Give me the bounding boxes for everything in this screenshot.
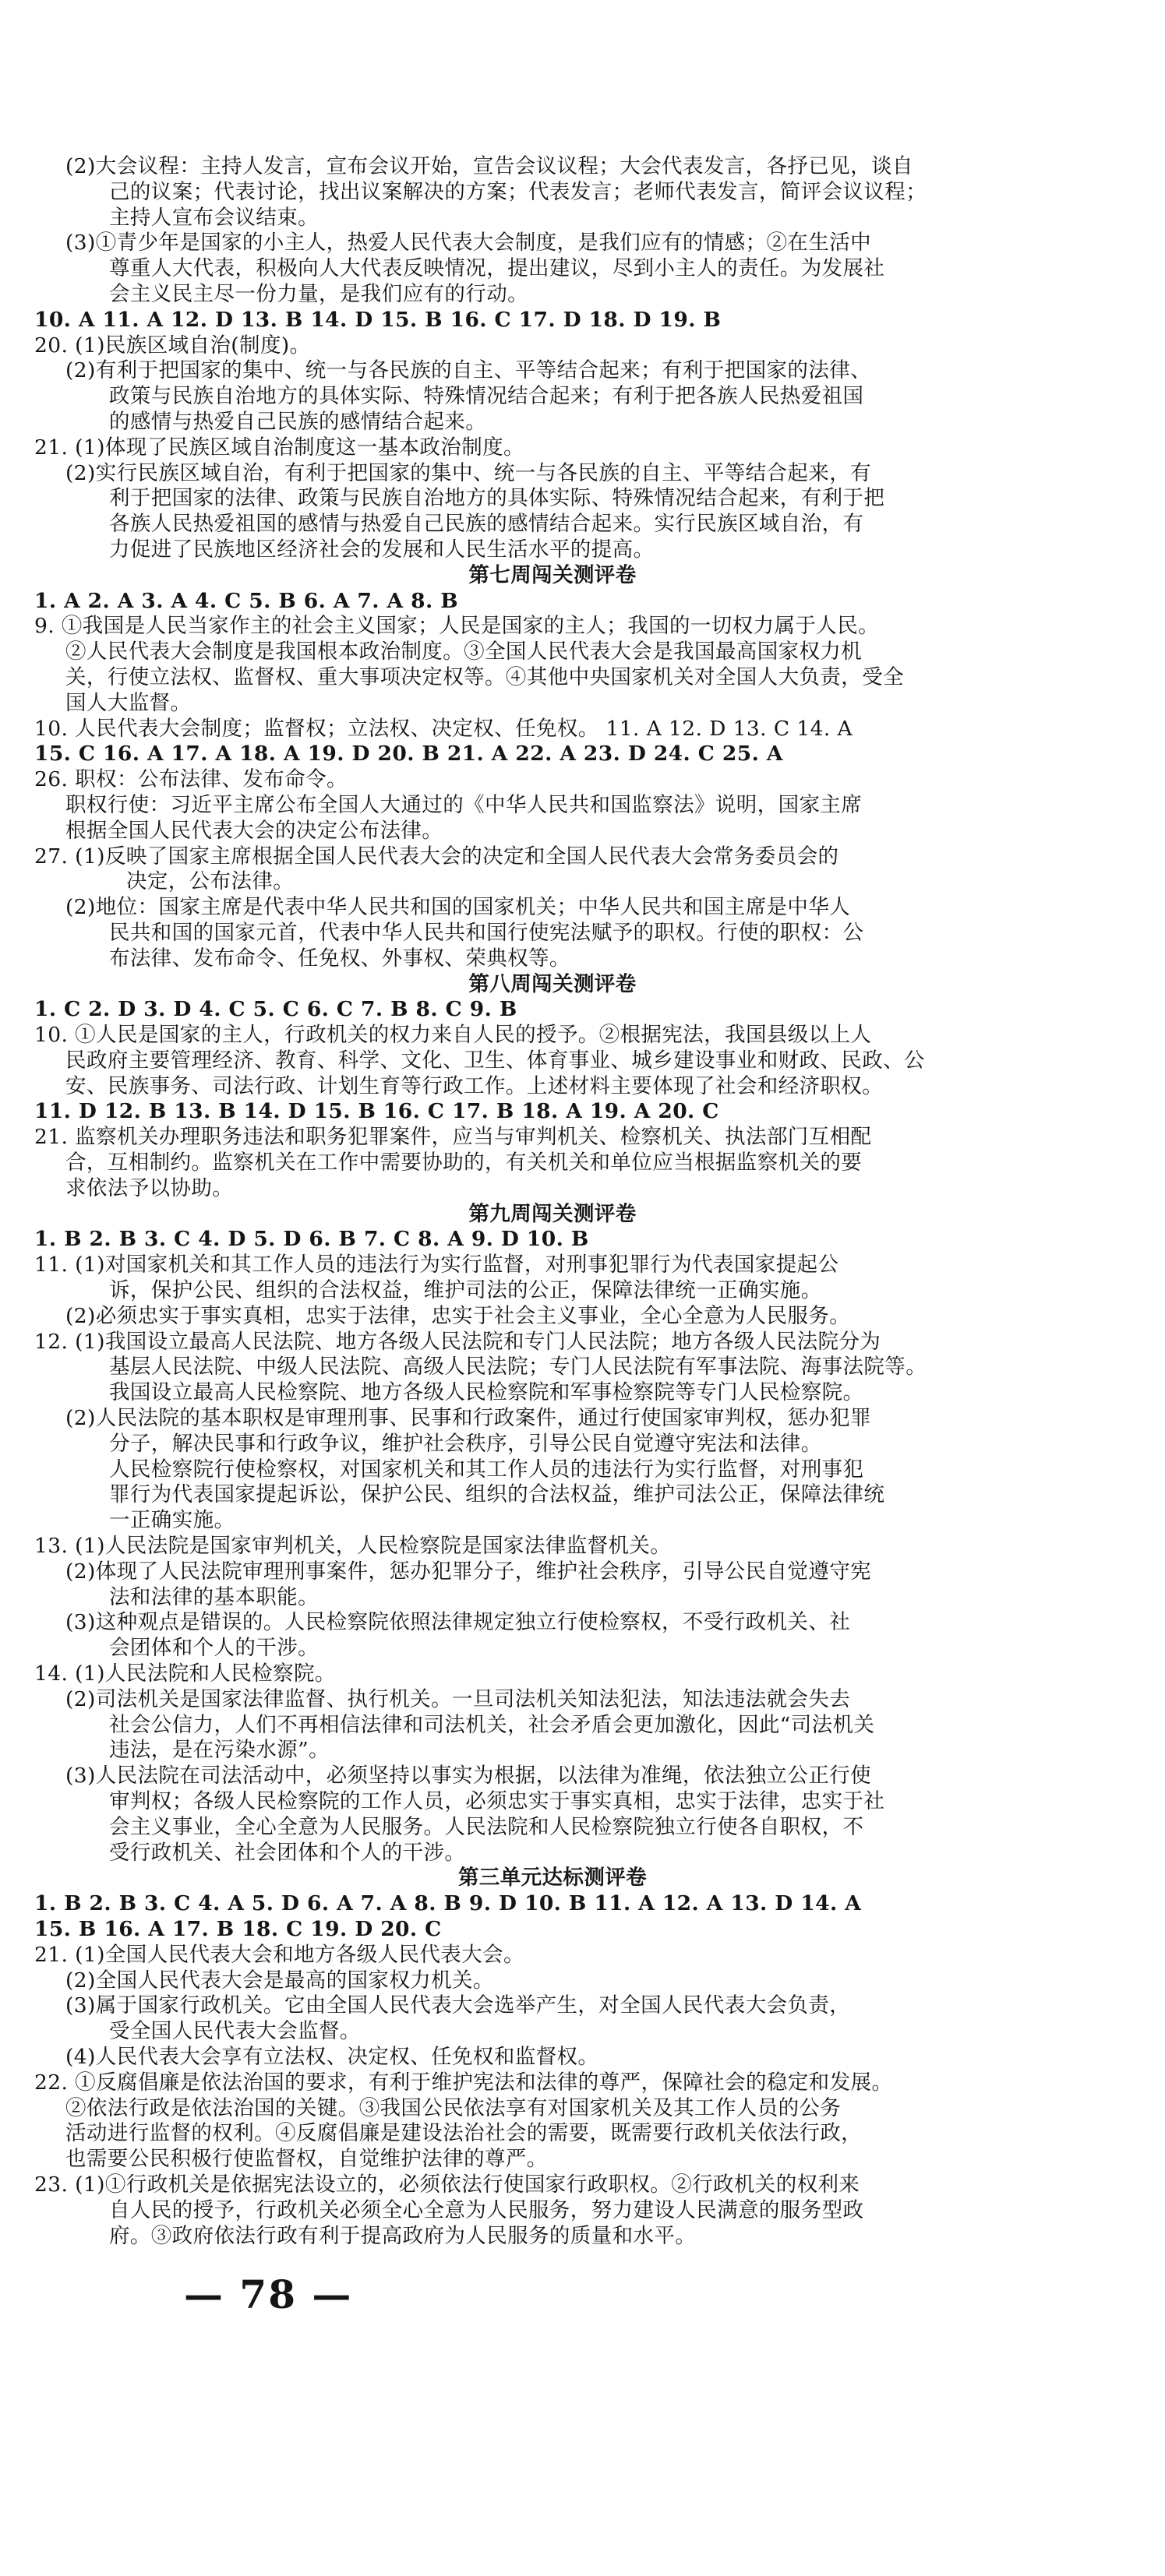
text-line: 罪行为代表国家提起诉讼，保护公民、组织的合法权益，维护司法公正，保障法律统: [109, 1482, 885, 1507]
text-line: 违法，是在污染水源”。: [109, 1738, 330, 1763]
text-line: (2)全国人民代表大会是最高的国家权力机关。: [65, 1968, 494, 1993]
text-line: 9. ①我国是人民当家作主的社会主义国家；人民是国家的主人；我国的一切权力属于人民。: [34, 614, 880, 639]
text-line: (3)属于国家行政机关。它由全国人民代表大会选举产生，对全国人民代表大会负责，: [65, 1993, 851, 2018]
text-line: (2)人民法院的基本职权是审理刑事、民事和行政案件，通过行使国家审判权，惩办犯罪: [65, 1406, 872, 1431]
text-line: 民共和国的国家元首，代表中华人民共和国行使宪法赋予的职权。行使的职权：公: [109, 920, 864, 945]
text-line: 21. (1)全国人民代表大会和地方各级人民代表大会。: [34, 1942, 524, 1967]
text-line: 己的议案；代表讨论，找出议案解决的方案；代表发言；老师代表发言，简评会议议程；: [109, 179, 927, 204]
text-line: 21. (1)体现了民族区域自治制度这一基本政治制度。: [34, 435, 524, 460]
text-line: 13. (1)人民法院是国家审判机关，人民检察院是国家法律监督机关。: [34, 1534, 672, 1559]
text-line: 15. C 16. A 17. A 18. A 19. D 20. B 21. A 22. A 23. D 24. C 25. A: [34, 742, 783, 766]
text-line: 15. B 16. A 17. B 18. C 19. D 20. C: [34, 1916, 442, 1941]
text-line: 我国设立最高人民检察院、地方各级人民检察院和军事检察院等专门人民检察院。: [109, 1380, 864, 1405]
text-line: 10. A 11. A 12. D 13. B 14. D 15. B 16. C 17. D 18. D 19. B: [34, 307, 722, 332]
text-line: 民政府主要管理经济、教育、科学、文化、卫生、体育事业、城乡建设事业和财政、民政、公: [65, 1048, 925, 1073]
text-line: 20. (1)民族区域自治(制度)。: [34, 333, 311, 358]
text-line: 23. (1)①行政机关是依据宪法设立的，必须依法行使国家行政职权。②行政机关的权利来: [34, 2172, 860, 2197]
text-line: (3)人民法院在司法活动中，必须坚持以事实为根据，以法律为准绳，依法独立公正行使: [65, 1764, 872, 1788]
section-heading: 第七周闯关测评卷: [468, 562, 637, 587]
text-line: 力促进了民族地区经济社会的发展和人民生活水平的提高。: [109, 537, 655, 562]
text-line: (2)有利于把国家的集中、统一与各民族的自主、平等结合起来；有利于把国家的法律、: [65, 358, 872, 383]
answer-key-page: [34, 154, 1024, 2249]
text-line: 安、民族事务、司法行政、计划生育等行政工作。上述材料主要体现了社会和经济职权。: [65, 1073, 884, 1098]
text-line: 的感情与热爱自己民族的感情结合起来。: [109, 409, 487, 434]
text-line: 社会公信力，人们不再相信法律和司法机关，社会矛盾会更加激化，因此“司法机关: [109, 1712, 875, 1737]
text-line: 11. D 12. B 13. B 14. D 15. B 16. C 17. B 18. A 19. A 20. C: [34, 1099, 719, 1124]
text-line: (2)大会议程：主持人发言，宣布会议开始，宣告会议议程；大会代表发言，各抒已见，谈自: [65, 154, 913, 178]
text-line: (2)地位：国家主席是代表中华人民共和国的国家机关；中华人民共和国主席是中华人: [65, 895, 851, 920]
text-line: 职权行使：习近平主席公布全国人大通过的《中华人民共和国监察法》说明，国家主席: [65, 792, 863, 817]
text-line: (2)司法机关是国家法律监督、执行机关。一旦司法机关知法犯法，知法违法就会失去: [65, 1686, 851, 1711]
text-line: 政策与民族自治地方的具体实际、特殊情况结合起来；有利于把各族人民热爱祖国: [109, 384, 864, 409]
text-line: 诉，保护公民、组织的合法权益，维护司法的公正，保障法律统一正确实施。: [109, 1278, 822, 1303]
text-line: ②依法行政是依法治国的关键。③我国公民依法享有对国家机关及其工作人员的公务: [65, 2095, 842, 2120]
text-line: 基层人民法院、中级人民法院、高级人民法院；专门人民法院有军事法院、海事法院等。: [109, 1355, 927, 1380]
text-line: 22. ①反腐倡廉是依法治国的要求，有利于维护宪法和法律的尊严，保障社会的稳定和发展。: [34, 2070, 893, 2095]
text-line: 关，行使立法权、监督权、重大事项决定权等。④其他中央国家机关对全国人大负责，受全: [65, 664, 904, 689]
text-line: 21. 监察机关办理职务违法和职务犯罪案件，应当与审判机关、检察机关、执法部门互相配: [34, 1125, 872, 1150]
text-line: (2)实行民族区域自治，有利于把国家的集中、统一与各民族的自主、平等结合起来，有: [65, 460, 872, 485]
text-line: 合，互相制约。监察机关在工作中需要协助的，有关机关和单位应当根据监察机关的要: [65, 1151, 863, 1175]
text-line: 1. A 2. A 3. A 4. C 5. B 6. A 7. A 8. B: [34, 588, 458, 613]
text-line: 26. 职权：公布法律、发布命令。: [34, 767, 348, 792]
page-number: — 78 —: [184, 2271, 353, 2317]
text-line: 法和法律的基本职能。: [109, 1584, 319, 1609]
section-heading: 第八周闯关测评卷: [468, 971, 637, 996]
text-line: 决定，公布法律。: [126, 869, 295, 894]
text-line: 活动进行监督的权利。④反腐倡廉是建设法治社会的需要，既需要行政机关依法行政，: [65, 2121, 863, 2146]
text-line: 1. B 2. B 3. C 4. D 5. D 6. B 7. C 8. A 9. D 10. B: [34, 1227, 589, 1252]
text-line: 11. (1)对国家机关和其工作人员的违法行为实行监督，对刑事犯罪行为代表国家提起公: [34, 1253, 839, 1277]
text-line: 14. (1)人民法院和人民检察院。: [34, 1662, 336, 1686]
text-line: 10. ①人民是国家的主人，行政机关的权力来自人民的授予。②根据宪法，我国县级以上人: [34, 1023, 872, 1048]
text-line: 会主义民主尽一份力量，是我们应有的行动。: [109, 281, 528, 306]
text-line: 求依法予以协助。: [65, 1175, 234, 1200]
text-line: (3)这种观点是错误的。人民检察院依照法律规定独立行使检察权，不受行政机关、社: [65, 1610, 851, 1635]
text-line: 一正确实施。: [109, 1508, 235, 1533]
text-line: 府。③政府依法行政有利于提高政府为人民服务的质量和水平。: [109, 2223, 697, 2248]
text-line: 也需要公民积极行使监督权，自觉维护法律的尊严。: [65, 2147, 548, 2172]
text-line: (2)体现了人民法院审理刑事案件，惩办犯罪分子，维护社会秩序，引导公民自觉遵守宪: [65, 1559, 872, 1584]
text-line: (3)①青少年是国家的小主人，热爱人民代表大会制度，是我们应有的情感；②在生活中: [65, 231, 872, 255]
text-line: 布法律、发布命令、任免权、外事权、荣典权等。: [109, 946, 570, 971]
text-line: 分子，解决民事和行政争议，维护社会秩序，引导公民自觉遵守宪法和法律。: [109, 1431, 822, 1456]
text-line: 12. (1)我国设立最高人民法院、地方各级人民法院和专门人民法院；地方各级人民法院分为: [34, 1329, 881, 1354]
text-line: 各族人民热爱祖国的感情与热爱自己民族的感情结合起来。实行民族区域自治，有: [109, 512, 864, 537]
text-line: 受全国人民代表大会监督。: [109, 2019, 361, 2044]
text-line: 1. C 2. D 3. D 4. C 5. C 6. C 7. B 8. C 9. B: [34, 997, 517, 1022]
text-line: (2)必须忠实于事实真相，忠实于法律，忠实于社会主义事业，全心全意为人民服务。: [65, 1303, 851, 1328]
text-line: 人民检察院行使检察权，对国家机关和其工作人员的违法行为实行监督，对刑事犯: [109, 1457, 864, 1482]
text-line: 1. B 2. B 3. C 4. A 5. D 6. A 7. A 8. B 9. D 10. B 11. A 12. A 13. D 14. A: [34, 1891, 862, 1916]
text-line: 10. 人民代表大会制度；监督权；立法权、决定权、任免权。 11. A 12. D 13. C 14. A: [34, 716, 853, 741]
text-line: 会主义事业，全心全意为人民服务。人民法院和人民检察院独立行使各自职权，不: [109, 1814, 864, 1839]
section-heading: 第三单元达标测评卷: [457, 1866, 648, 1891]
text-line: (4)人民代表大会享有立法权、决定权、任免权和监督权。: [65, 2044, 599, 2069]
text-line: 会团体和个人的干涉。: [109, 1636, 319, 1661]
section-heading: 第九周闯关测评卷: [468, 1201, 637, 1226]
text-line: 主持人宣布会议结束。: [109, 205, 319, 230]
text-line: 受行政机关、社会团体和个人的干涉。: [109, 1840, 466, 1865]
text-line: 27. (1)反映了国家主席根据全国人民代表大会的决定和全国人民代表大会常务委员会的: [34, 844, 839, 869]
text-line: 尊重人大代表，积极向人大代表反映情况，提出建议，尽到小主人的责任。为发展社: [109, 256, 885, 281]
text-line: 自人民的授予，行政机关必须全心全意为人民服务，努力建设人民满意的服务型政: [109, 2197, 864, 2222]
text-line: 审判权；各级人民检察院的工作人员，必须忠实于事实真相，忠实于法律，忠实于社: [109, 1789, 885, 1813]
text-line: ②人民代表大会制度是我国根本政治制度。③全国人民代表大会是我国最高国家权力机: [65, 640, 863, 664]
text-line: 利于把国家的法律、政策与民族自治地方的具体实际、特殊情况结合起来，有利于把: [109, 486, 885, 511]
text-line: 根据全国人民代表大会的决定公布法律。: [65, 818, 443, 843]
text-line: 国人大监督。: [65, 690, 192, 715]
